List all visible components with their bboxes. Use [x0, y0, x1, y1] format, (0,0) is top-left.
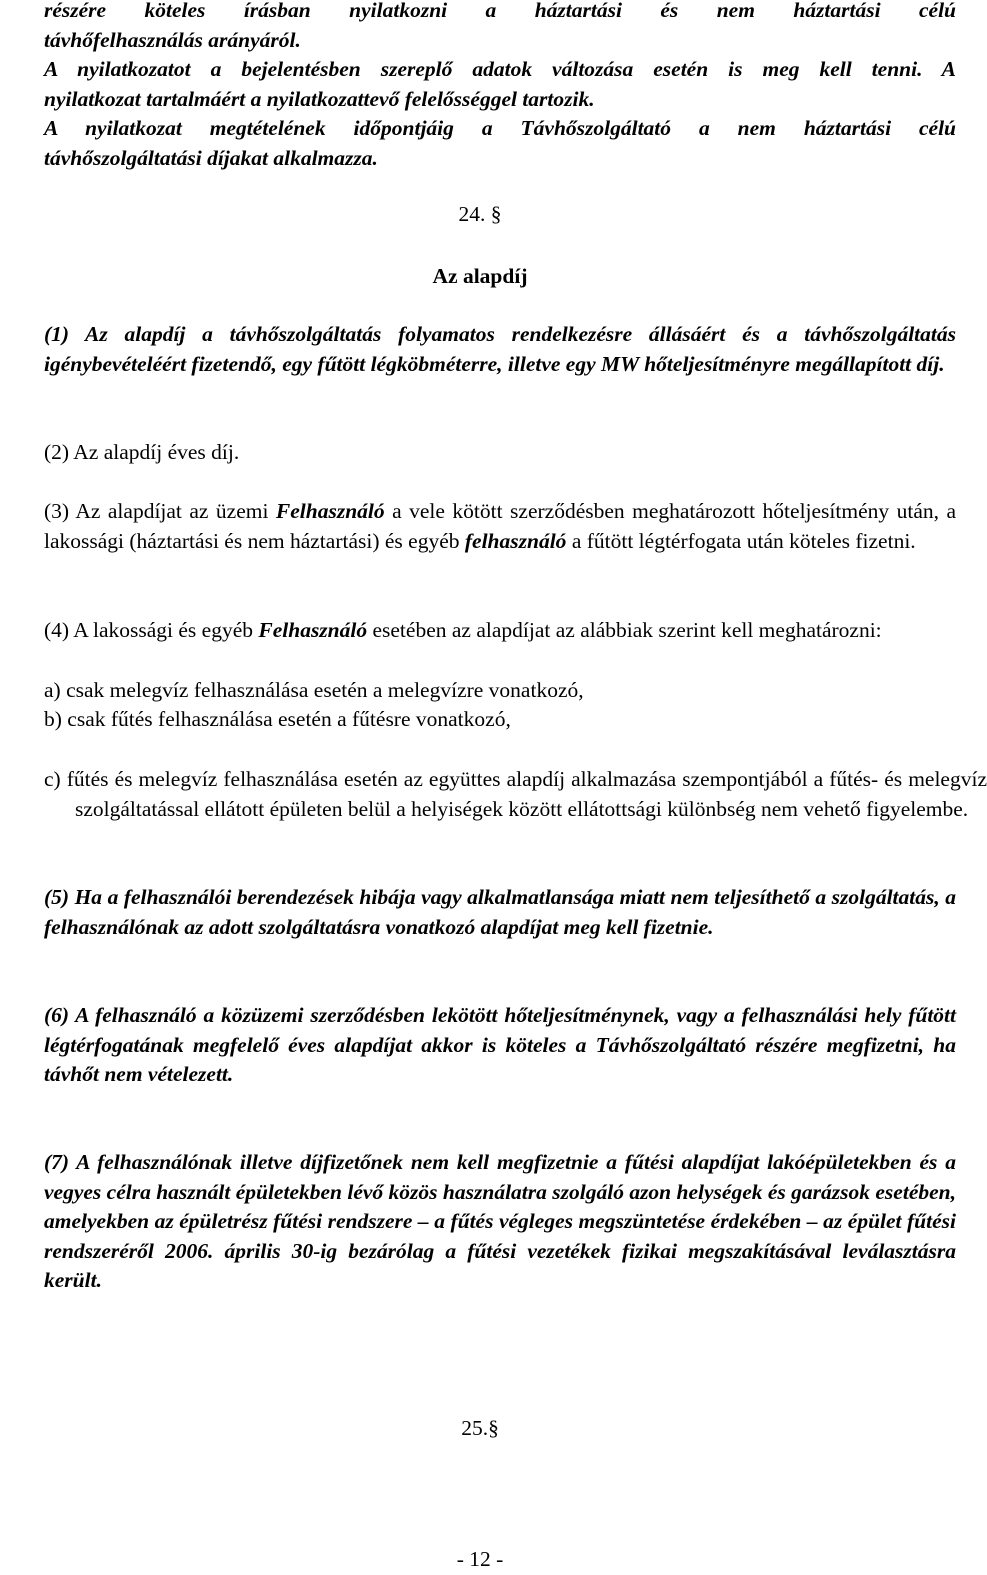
paragraph-4 — [44, 616, 956, 646]
section-number-25: 25.§ — [461, 1416, 499, 1440]
list-item-b: b) csak fűtés felhasználása esetén a fűtésre vonatkozó, — [44, 707, 511, 731]
p4-text: (4) A lakossági és egyéb — [44, 618, 259, 642]
list-item-c: c) fűtés és melegvíz felhasználása esetén az együttes alapdíj alkalmazása szempontjából a fűtés- és melegvíz szolgáltatással ellátott épületen belül a helyiségek között ellátottsági különbség nem vehető figyelembe. — [44, 767, 987, 821]
paragraph-7: (7) A felhasználónak illetve díjfizetőnek nem kell megfizetnie a fűtési alapdíjat lakóépületekben és a vegyes célra használt épületekben lévő közös használatra szolgáló azon helységek és garázsok esetében, amelyekben az épületrész fűtési rendszere – a fűtés végleges megszüntetése érdekében – az épület fűtési rendszeréről 2006. április 30-ig bezárólag a fűtési vezetékek fizikai megszakításával leválasztásra került. — [44, 1150, 956, 1292]
p4-text: esetében az alapdíjat az alábbiak szerint kell meghatározni: — [367, 618, 882, 642]
continued-paragraph — [44, 0, 956, 173]
text-line: részére köteles írásban nyilatkozni a háztartási és nem háztartási célú — [44, 0, 956, 22]
section-title: Az alapdíj — [432, 264, 528, 288]
page-number: - 12 - — [456, 1547, 504, 1571]
paragraph-1: (1) Az alapdíj a távhőszolgáltatás folyamatos rendelkezésre állásáért és a távhőszolgáltatás igénybevételéért fizetendő, egy fűtött légköbméterre, illetve egy MW hőteljesítményre megállapított díj. — [44, 322, 956, 376]
paragraph-6: (6) A felhasználó a közüzemi szerződésben lekötött hőteljesítménynek, vagy a felhasználási hely fűtött légtérfogatának megfelelő éves alapdíjat akkor is köteles a Távhőszolgáltató részére megfizetni, ha távhőt nem vételezett. — [44, 1003, 956, 1086]
text-line: A nyilatkozatot a bejelentésben szereplő adatok változása esetén is meg kell tenni. A — [44, 57, 956, 81]
p3-term: felhasználó — [464, 528, 567, 553]
paragraph-3 — [44, 497, 962, 556]
p4-term: Felhasználó — [258, 618, 368, 642]
list-item-a: a) csak melegvíz felhasználása esetén a melegvízre vonatkozó, — [44, 678, 584, 702]
p3-text: (3) Az alapdíjat az üzemi — [44, 499, 276, 523]
p3-term: Felhasználó — [275, 499, 385, 523]
section-number: 24. § — [458, 202, 502, 226]
text-line: A nyilatkozat megtételének időpontjáig a Távhőszolgáltató a nem háztartási célú — [44, 116, 956, 140]
p3-text: a vele kötött szerződésben meghatározott hőteljesítmény után, a lakossági (háztartási és nem háztartási) és egyéb — [44, 499, 962, 553]
paragraph-5: (5) Ha a felhasználói berendezések hibája vagy alkalmatlansága miatt nem teljesíthető a szolgáltatás, a felhasználónak az adott szolgáltatásra vonatkozó alapdíjat meg kell fizetnie. — [44, 885, 956, 939]
text-line: távhőszolgáltatási díjakat alkalmazza. — [44, 145, 378, 170]
p3-text: a fűtött légtérfogata után köteles fizetni. — [566, 528, 916, 553]
text-line: nyilatkozat tartalmáért a nyilatkozattevő felelősséggel tartozik. — [44, 86, 595, 111]
text-line: távhőfelhasználás arányáról. — [44, 27, 301, 52]
paragraph-2: (2) Az alapdíj éves díj. — [44, 440, 240, 464]
